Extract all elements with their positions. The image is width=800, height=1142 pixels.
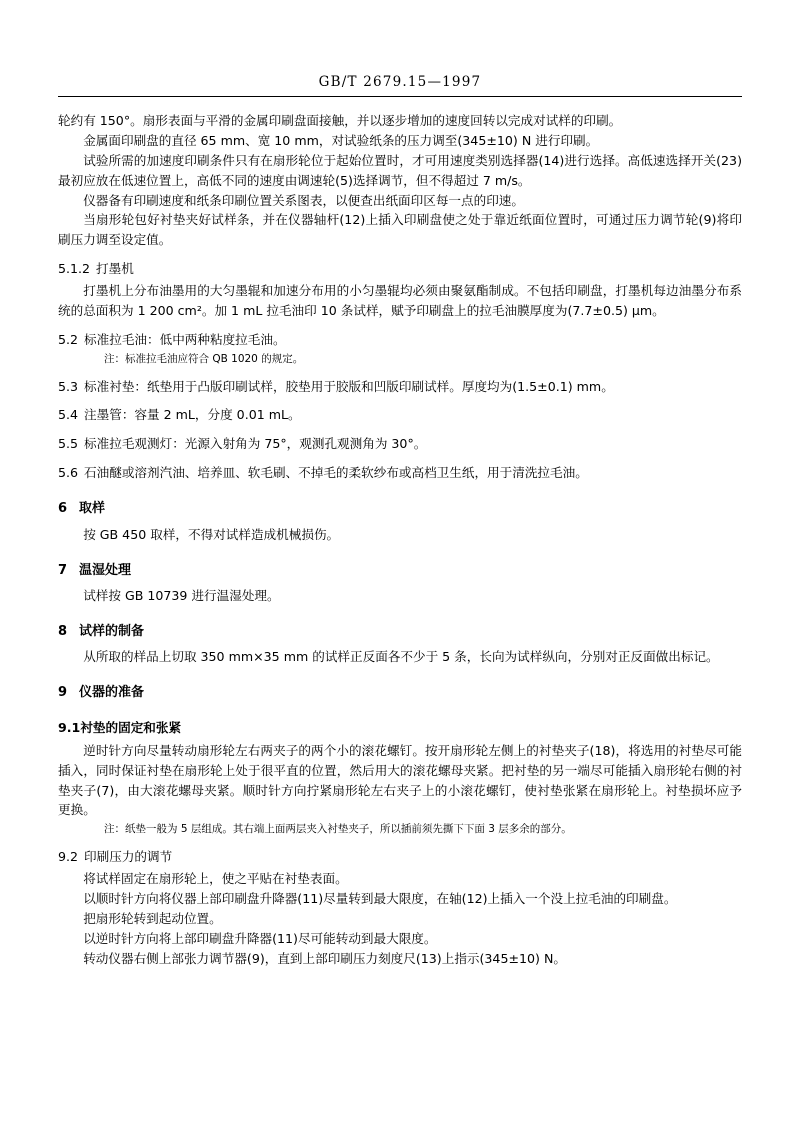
paragraph-3: 试验所需的加速度印刷条件只有在扇形轮位于起始位置时，才可用速度类别选择器(14)进行选择。高低速选择开关(23)最初应放在低速位置上，高低不同的速度由调速轮(5)选择调节，但不得超过 7 m/s。 — [58, 152, 742, 188]
section-5-3 — [58, 377, 742, 397]
section-9-2-heading — [58, 847, 742, 867]
section-5-2-text: 标准拉毛油：低中两种粘度拉毛油。 — [84, 331, 286, 347]
section-5-1-2-title: 打墨机 — [96, 261, 134, 277]
section-5-5-number: 5.5 — [58, 436, 79, 452]
section-5-6-number: 5.6 — [58, 465, 79, 481]
header-divider — [58, 96, 742, 97]
section-6-title: 取样 — [79, 501, 106, 517]
section-9-number: 9 — [58, 685, 68, 701]
section-8-number: 8 — [58, 623, 68, 639]
section-5-1-2-heading — [58, 259, 742, 279]
section-7-number: 7 — [58, 562, 68, 578]
page-header-standard-code: GB/T 2679.15—1997 — [318, 74, 482, 90]
paragraph-15: 转动仪器右侧上部张力调节器(9)，直到上部印刷压力刻度尺(13)上指示(345±10) N。 — [83, 950, 566, 966]
section-5-5-text: 标准拉毛观测灯：光源入射角为 75°，观测孔观测角为 30°。 — [84, 436, 427, 452]
paragraph-1: 轮约有 150°。扇形表面与平滑的金属印刷盘面接触，并以逐步增加的速度回转以完成对试样的印刷。 — [58, 113, 622, 128]
section-6-number: 6 — [58, 501, 68, 517]
section-9-2-number: 9.2 — [58, 849, 79, 865]
section-9-title: 仪器的准备 — [79, 685, 145, 701]
paragraph-11: 将试样固定在扇形轮上，使之平贴在衬垫表面。 — [83, 871, 348, 886]
section-5-3-number: 5.3 — [58, 378, 79, 394]
paragraph-13: 把扇形轮转到起动位置。 — [83, 910, 222, 926]
section-5-4 — [58, 405, 742, 425]
paragraph-12: 以顺时针方向将仪器上部印刷盘升降器(11)尽量转到最大限度，在轴(12)上插入一个没上拉毛油的印刷盘。 — [83, 890, 677, 906]
section-9-heading — [58, 683, 742, 704]
section-9-2-title: 印刷压力的调节 — [84, 849, 173, 865]
section-7-heading — [58, 561, 742, 582]
paragraph-8: 试样按 GB 10739 进行温湿处理。 — [83, 588, 280, 604]
paragraph-2: 金属面印刷盘的直径 65 mm、宽 10 mm，对试验纸条的压力调至(345±10) N 进行印刷。 — [83, 132, 599, 148]
paragraph-6: 打墨机上分布油墨用的大匀墨辊和加速分布用的小匀墨辊均必须由聚氨酯制成。不包括印刷盘，打墨机每边油墨分布系统的总面积为 1 200 cm²。加 1 mL 拉毛油印 10 条试样，赋予印刷盘上的拉毛油膜厚度为(7.7±0.5) μm。 — [58, 283, 742, 319]
note-1: 注：标准拉毛油应符合 QB 1020 的规定。 — [104, 352, 304, 365]
paragraph-10: 逆时针方向尽量转动扇形轮左右两夹子的两个小的滚花螺钉。按开扇形轮左侧上的衬垫夹子(18)，将选用的衬垫尽可能插入，同时保证衬垫在扇形轮上处于很平直的位置，然后用大的滚花螺母夹紧。把衬垫的另一端尽可能插入扇形轮右侧的衬垫夹子(7)，由大滚花螺母夹紧。顺时针方向拧紧扇形轮左右夹子上的小滚花螺钉，使衬垫张紧在扇形轮上。衬垫损坏应予更换。 — [58, 742, 742, 818]
section-5-4-number: 5.4 — [58, 407, 79, 423]
section-5-6 — [58, 463, 742, 483]
section-5-2 — [58, 330, 742, 350]
section-5-2-number: 5.2 — [58, 331, 79, 347]
section-5-5 — [58, 434, 742, 454]
paragraph-5: 当扇形轮包好衬垫夹好试样条，并在仪器轴杆(12)上插入印刷盘使之处于靠近纸面位置时，可通过压力调节轮(9)将印刷压力调至设定值。 — [58, 212, 742, 248]
section-5-1-2-number: 5.1.2 — [58, 261, 91, 277]
paragraph-14: 以逆时针方向将上部印刷盘升降器(11)尽可能转动到最大限度。 — [83, 930, 437, 946]
document-body — [58, 111, 742, 968]
section-8-heading — [58, 622, 742, 643]
section-5-3-text: 标准衬垫：纸垫用于凸版印刷试样，胶垫用于胶版和凹版印刷试样。厚度均为(1.5±0.1) mm。 — [84, 378, 614, 394]
note-2: 注：纸垫一般为 5 层组成。其右端上面两层夹入衬垫夹子，所以插前须先撕下下面 3 层多余的部分。 — [104, 823, 572, 836]
section-9-1-number: 9.1 — [58, 719, 81, 735]
section-9-1-title: 衬垫的固定和张紧 — [80, 719, 182, 735]
section-8-title: 试样的制备 — [79, 623, 145, 639]
section-6-heading — [58, 499, 742, 520]
section-9-1-heading — [58, 718, 742, 738]
paragraph-4: 仪器备有印刷速度和纸条印刷位置关系图表，以便查出纸面印区每一点的印速。 — [83, 192, 524, 208]
paragraph-9: 从所取的样品上切取 350 mm×35 mm 的试样正反面各不少于 5 条，长向为试样纵向，分别对正反面做出标记。 — [83, 649, 719, 665]
section-5-4-text: 注墨管：容量 2 mL，分度 0.01 mL。 — [84, 407, 301, 423]
section-5-6-text: 石油醚或溶剂汽油、培养皿、软毛刷、不掉毛的柔软纱布或高档卫生纸，用于清洗拉毛油。 — [84, 465, 588, 481]
paragraph-7: 按 GB 450 取样，不得对试样造成机械损伤。 — [83, 526, 340, 542]
section-7-title: 温湿处理 — [79, 562, 132, 578]
